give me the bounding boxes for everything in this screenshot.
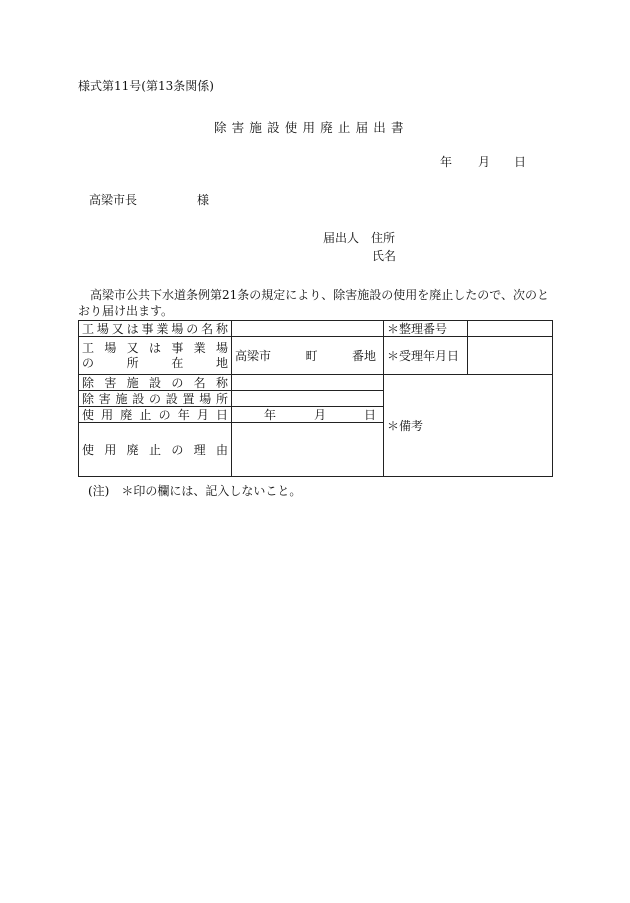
reason-field[interactable]	[232, 423, 384, 477]
name-label: 氏名	[372, 249, 397, 263]
facility-name-field[interactable]	[232, 375, 384, 391]
factory-name-label: 工場又は事業場の名称	[79, 321, 232, 337]
location-banchi: 番地	[351, 348, 376, 363]
reference-number-field	[468, 321, 553, 337]
end-date-day: 日	[363, 407, 376, 422]
date-year-label: 年	[440, 155, 453, 169]
remarks-label: ＊備考	[387, 418, 424, 433]
address-label: 住所	[371, 231, 396, 245]
reference-number-label: ＊整理番号	[384, 321, 468, 337]
location-town: 町	[305, 348, 318, 363]
factory-location-field[interactable]	[232, 337, 384, 375]
document-title: 除害施設使用廃止届出書	[214, 120, 409, 135]
end-date-label: 使用廃止の年月日	[79, 407, 232, 423]
receipt-date-label: ＊受理年月日	[384, 337, 468, 375]
factory-location-label-line2: の所在地	[82, 355, 228, 370]
addressee: 高梁市長 様	[89, 193, 210, 207]
form-number: 様式第11号(第13条関係)	[78, 79, 214, 93]
end-date-month: 月	[313, 407, 326, 422]
date-day-label: 日	[514, 155, 527, 169]
facility-location-field[interactable]	[232, 391, 384, 407]
notifier-label: 届出人	[323, 231, 360, 245]
notification-form-table	[78, 320, 553, 477]
facility-name-label: 除害施設の名称	[79, 375, 232, 391]
reason-label: 使用廃止の理由	[79, 423, 232, 477]
factory-name-field[interactable]	[232, 321, 384, 337]
end-date-year: 年	[263, 407, 276, 422]
footnote: (注) ＊印の欄には、記入しないこと。	[88, 484, 302, 498]
facility-location-label: 除害施設の設置場所	[79, 391, 232, 407]
factory-location-label-line1: 工場又は事業場	[82, 340, 228, 355]
date-month-label: 月	[478, 155, 491, 169]
notifier-address-line	[323, 231, 395, 245]
receipt-date-field	[468, 337, 553, 375]
location-city: 高梁市	[235, 348, 272, 363]
end-date-field[interactable]	[232, 407, 384, 423]
factory-location-label	[79, 337, 232, 375]
body-text: 高梁市公共下水道条例第21条の規定により、除害施設の使用を廃止したので、次のとおり届け出ます。	[78, 288, 550, 318]
date-line	[440, 155, 526, 169]
remarks-cell	[384, 375, 553, 477]
